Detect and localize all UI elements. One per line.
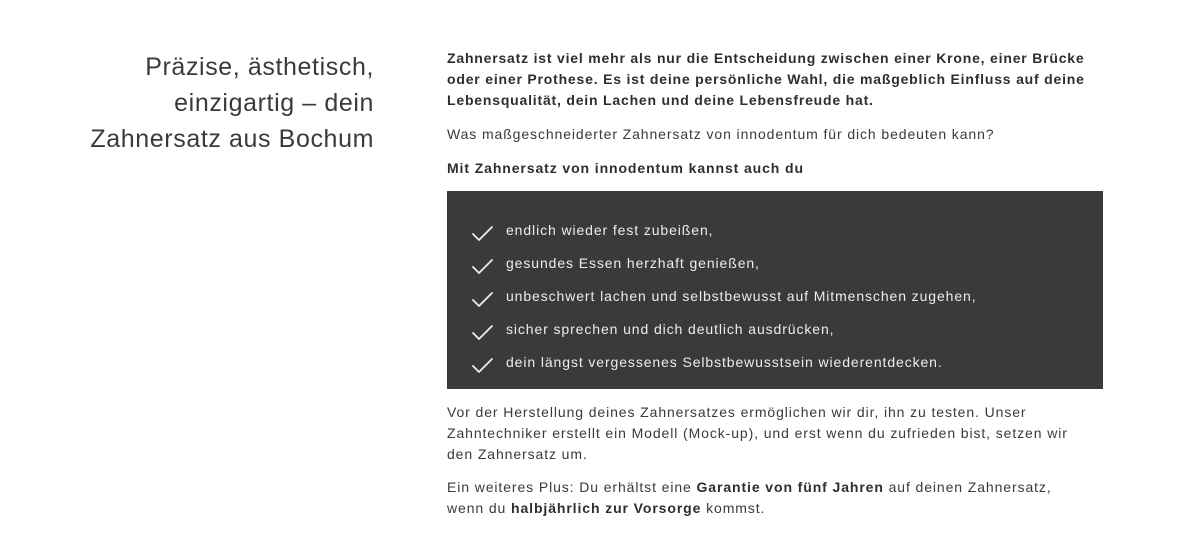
intro-line: Lebensqualität, dein Lachen und deine Lebensfreude hat. bbox=[447, 92, 874, 108]
list-item-text: endlich wieder fest zubeißen, bbox=[506, 221, 714, 238]
heading-line: Präzise, ästhetisch, bbox=[145, 53, 374, 81]
checkmark-icon bbox=[471, 356, 494, 375]
guarantee-text: kommst. bbox=[701, 500, 766, 516]
guarantee-line bbox=[447, 477, 1052, 498]
list-item bbox=[471, 345, 976, 378]
benefits-box bbox=[447, 191, 1103, 389]
checkmark-icon bbox=[471, 323, 494, 342]
guarantee-text: wenn du bbox=[447, 500, 512, 516]
guarantee-line bbox=[447, 498, 1052, 519]
intro-line: Zahnersatz ist viel mehr als nur die Entscheidung zwischen einer Krone, einer Brücke bbox=[447, 50, 1085, 66]
heading-line: Zahnersatz aus Bochum bbox=[90, 125, 374, 153]
list-item-text: dein längst vergessenes Selbstbewusstsein wiederentdecken. bbox=[506, 353, 943, 370]
mockup-line: Zahntechniker erstellt ein Modell (Mock-up), und erst wenn du zufrieden bist, setzen wir bbox=[447, 425, 1068, 441]
lead-paragraph: Mit Zahnersatz von innodentum kannst auch du bbox=[447, 160, 804, 176]
list-item-text: gesundes Essen herzhaft genießen, bbox=[506, 254, 760, 271]
checkmark-icon bbox=[471, 224, 494, 243]
checkup-highlight: halbjährlich zur Vorsorge bbox=[511, 500, 702, 516]
list-item bbox=[471, 312, 976, 345]
mockup-paragraph bbox=[447, 402, 1068, 465]
list-item-text: sicher sprechen und dich deutlich ausdrücken, bbox=[506, 320, 835, 337]
checkmark-icon bbox=[471, 290, 494, 309]
list-item bbox=[471, 246, 976, 279]
list-item bbox=[471, 279, 976, 312]
heading-line: einzigartig – dein bbox=[174, 89, 374, 117]
checkmark-icon bbox=[471, 257, 494, 276]
guarantee-highlight: Garantie von fünf Jahren bbox=[696, 479, 884, 495]
mockup-line: den Zahnersatz um. bbox=[447, 446, 588, 462]
guarantee-paragraph bbox=[447, 477, 1052, 519]
benefits-list bbox=[471, 213, 976, 378]
intro-paragraph bbox=[447, 48, 1107, 111]
guarantee-text: auf deinen Zahnersatz, bbox=[883, 479, 1052, 495]
intro-line: oder einer Prothese. Es ist deine persönliche Wahl, die maßgeblich Einfluss auf deine bbox=[447, 71, 1085, 87]
list-item bbox=[471, 213, 976, 246]
list-item-text: unbeschwert lachen und selbstbewusst auf Mitmenschen zugehen, bbox=[506, 287, 977, 304]
section-heading bbox=[60, 49, 374, 157]
content-column bbox=[447, 48, 1107, 176]
guarantee-text: Ein weiteres Plus: Du erhältst eine bbox=[447, 479, 697, 495]
question-paragraph: Was maßgeschneiderter Zahnersatz von innodentum für dich bedeuten kann? bbox=[447, 126, 995, 142]
mockup-line: Vor der Herstellung deines Zahnersatzes ermöglichen wir dir, ihn zu testen. Unser bbox=[447, 404, 1027, 420]
